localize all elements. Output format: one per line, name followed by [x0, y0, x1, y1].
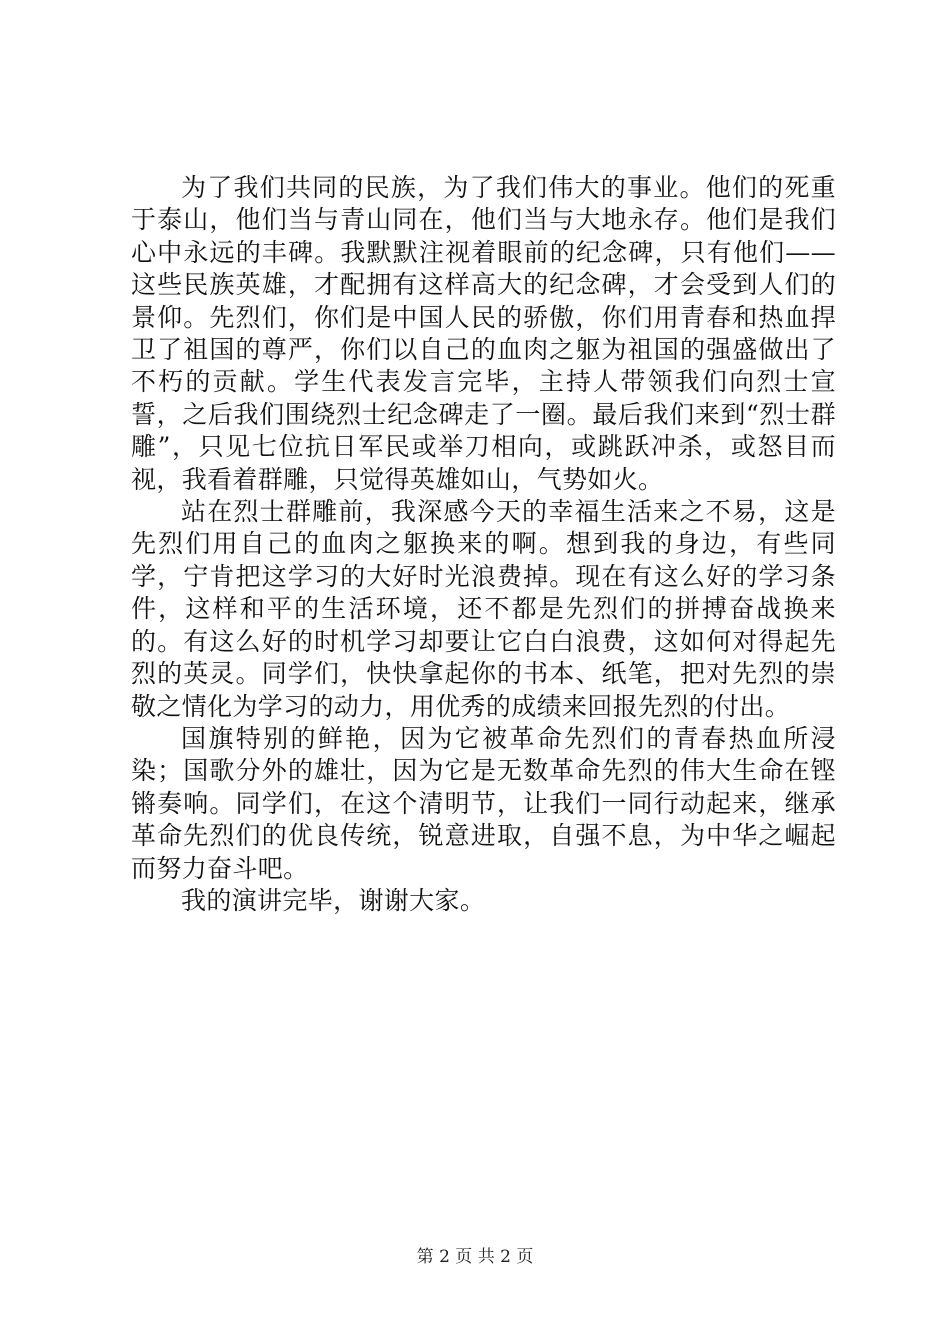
- page-number-footer: 第 2 页 共 2 页: [416, 1247, 534, 1267]
- paragraph-3: 国旗特别的鲜艳，因为它被革命先烈们的青春热血所浸染；国歌分外的雄壮，因为它是无数革命先烈的伟大生命在铿锵奏响。同学们，在这个清明节，让我们一同行动起来，继承革命先烈们的优良传统，锐意进取，自强不息，为中华之崛起而努力奋斗吧。: [131, 723, 836, 883]
- document-body: [131, 172, 836, 917]
- paragraph-1: 为了我们共同的民族，为了我们伟大的事业。他们的死重于泰山，他们当与青山同在，他们当与大地永存。他们是我们心中永远的丰碑。我默默注视着眼前的纪念碑，只有他们——这些民族英雄，才配拥有这样高大的纪念碑，才会受到人们的景仰。先烈们，你们是中国人民的骄傲，你们用青春和热血捍卫了祖国的尊严，你们以自己的血肉之躯为祖国的强盛做出了不朽的贡献。学生代表发言完毕，主持人带领我们向烈士宣誓，之后我们围绕烈士纪念碑走了一圈。最后我们来到“烈士群雕”，只见七位抗日军民或举刀相向，或跳跃冲杀，或怒目而视，我看着群雕，只觉得英雄如山，气势如火。: [131, 173, 836, 494]
- paragraph-2: 站在烈士群雕前，我深感今天的幸福生活来之不易，这是先烈们用自己的血肉之躯换来的啊。想到我的身边，有些同学，宁肯把这学习的大好时光浪费掉。现在有这么好的学习条件，这样和平的生活环境，还不都是先烈们的拼搏奋战换来的。有这么好的时机学习却要让它白白浪费，这如何对得起先烈的英灵。同学们，快快拿起你的书本、纸笔，把对先烈的崇敬之情化为学习的动力，用优秀的成绩来回报先烈的付出。: [131, 497, 836, 721]
- paragraph-4: 我的演讲完毕，谢谢大家。: [181, 885, 486, 915]
